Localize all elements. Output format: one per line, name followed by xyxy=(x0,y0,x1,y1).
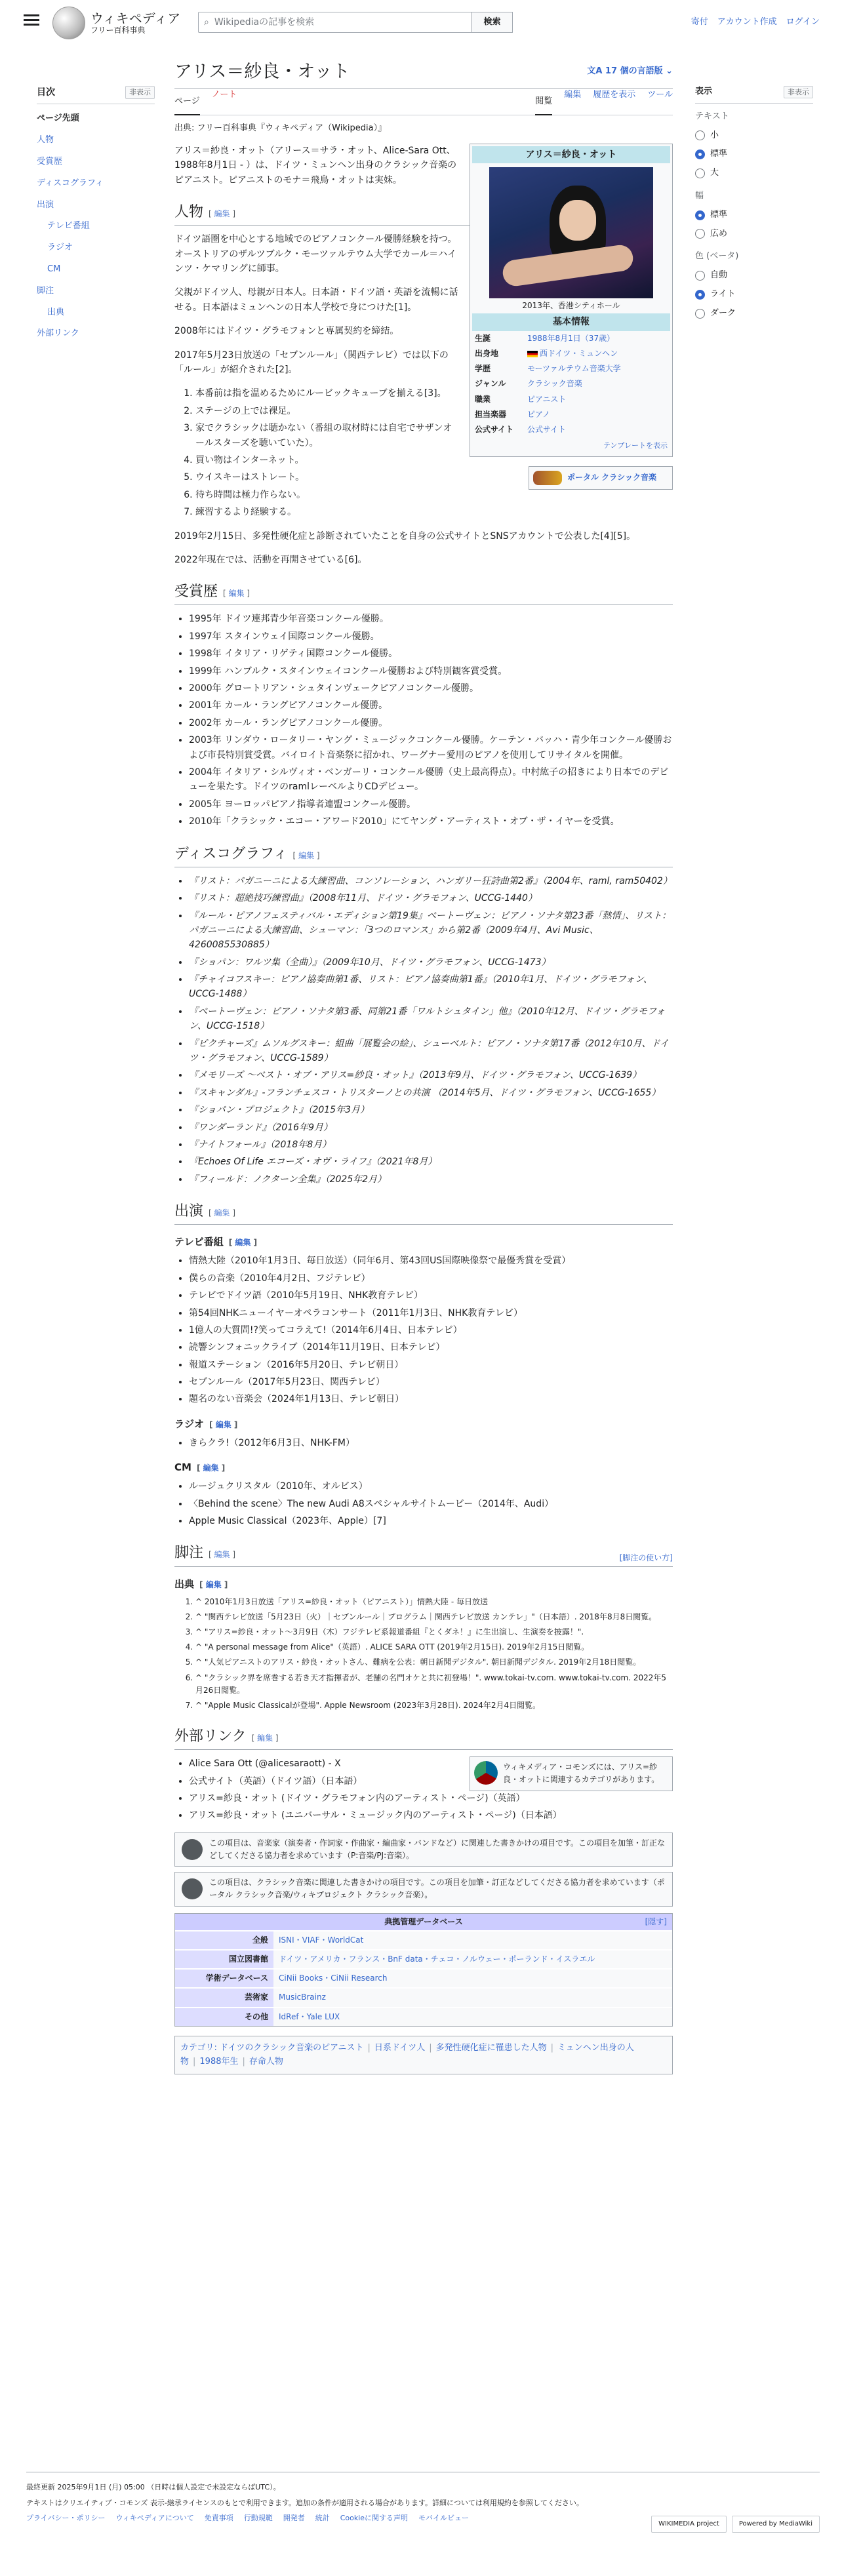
edit-link[interactable]: [ 編集 ] xyxy=(209,209,235,218)
category-links xyxy=(174,2036,673,2075)
category-link[interactable]: 存命人物 xyxy=(249,2056,283,2067)
album-item[interactable]: • 『リスト：超絶技巧練習曲』（2008年11月、ドイツ・グラモフォン、UCCG-1440） xyxy=(189,891,673,905)
stub-notice-classical: この項目は、クラシック音楽に関連した書きかけの項目です。この項目を加筆・訂正などしてくださる協力者を求めています（ポータル クラシック音楽/ウィキプロジェクト クラシック音楽）。 xyxy=(174,1872,673,1906)
commons-text[interactable]: ウィキメディア・コモンズには、アリス=紗良・オットに関連するカテゴリがあります。 xyxy=(503,1762,660,1785)
license-text: テキストはクリエイティブ・コモンズ 表示-継承ライセンスのもとで利用できます。追加の条件が適用される場合があります。詳細については利用規約を参照してください。 xyxy=(26,2498,584,2507)
radio-label: 標準 xyxy=(710,209,728,220)
infobox-value[interactable] xyxy=(525,361,670,376)
tab-page[interactable]: ページ xyxy=(174,95,200,115)
authority-key: 学術データベース xyxy=(175,1969,273,1988)
rule-item: 2. ステージの上では裸足。 xyxy=(195,404,673,418)
categories-label[interactable]: カテゴリ: xyxy=(180,2042,217,2053)
award-item: • 1997年 スタインウェイ国際コンクール優勝。 xyxy=(189,629,673,644)
tv-program-item[interactable]: • 第54回NHKニューイヤーオペラコンサート（2011年1月3日、NHK教育テレビ） xyxy=(189,1306,673,1320)
site-logo[interactable] xyxy=(52,7,180,39)
template-link[interactable]: テンプレートを表示 xyxy=(603,441,668,450)
rule-item: 4. 買い物はインターネット。 xyxy=(195,453,673,467)
wordmark: ウィキペディア xyxy=(90,10,181,26)
infobox-value[interactable] xyxy=(525,407,670,422)
subsection-cm: CM[ 編集 ] xyxy=(174,1459,673,1475)
infobox-row xyxy=(472,361,670,376)
infobox-row xyxy=(472,422,670,437)
subsection-sources: 出典[ 編集 ] xyxy=(174,1576,673,1592)
search-button[interactable]: 検索 xyxy=(472,12,513,33)
portal-box[interactable] xyxy=(529,466,673,490)
subsection-radio: ラジオ[ 編集 ] xyxy=(174,1416,673,1432)
radio-icon[interactable] xyxy=(695,271,705,281)
infobox-value[interactable] xyxy=(525,376,670,391)
album-item[interactable]: • 『フィールド：ノクターン全集』（2025年2月） xyxy=(189,1172,673,1187)
footer-link[interactable]: 免責事項 xyxy=(204,2514,233,2523)
footer-link[interactable]: 統計 xyxy=(315,2514,330,2523)
award-item: • 1998年 イタリア・リゲティ国際コンクール優勝。 xyxy=(189,646,673,661)
language-button[interactable]: 文A 17 個の言語版 ⌄ xyxy=(587,66,673,77)
tab-read[interactable]: 閲覧 xyxy=(535,95,552,115)
donate-link[interactable]: 寄付 xyxy=(691,17,708,27)
external-link-item[interactable]: • アリス=紗良・オット (ドイツ・グラモフォン内のアーティスト・ページ)（英語） xyxy=(189,1791,673,1806)
infobox-key: 担当楽器 xyxy=(475,409,507,419)
infobox-value-text[interactable]: クラシック音楽 xyxy=(527,379,582,389)
text-size-option[interactable] xyxy=(695,164,813,183)
edit-link[interactable]: [ 編集 ] xyxy=(223,589,250,598)
category-link[interactable]: ドイツのクラシック音楽のピアニスト xyxy=(220,2042,364,2053)
album-item[interactable]: • 『メモリーズ 〜ベスト・オブ・アリス=紗良・オット』（2013年9月、ドイツ・グラモフォン、UCCG-1639） xyxy=(189,1068,673,1082)
authority-row xyxy=(175,1931,672,1950)
edit-link[interactable]: [ 編集 ] xyxy=(209,1550,235,1559)
color-label: 色 (ベータ) xyxy=(695,251,739,262)
rule-item: 5. ウイスキーはストレート。 xyxy=(195,470,673,485)
album-item[interactable]: • 『スキャンダル』-フランチェスコ・トリスターノとの共演 （2014年5月、ドイツ・グラモフォン、UCCG-1655） xyxy=(189,1086,673,1100)
cm-item[interactable]: • ルージュクリスタル（2010年、オルビス） xyxy=(189,1479,673,1494)
authority-row xyxy=(175,1969,672,1988)
section-notes: 脚注[ 編集 ] [脚注の使い方] xyxy=(174,1541,673,1566)
width-option[interactable] xyxy=(695,225,813,244)
award-item: • 2002年 カール・ラングピアノコンクール優勝。 xyxy=(189,716,673,730)
album-item[interactable]: • 『ナイトフォール』（2018年8月） xyxy=(189,1138,673,1152)
tv-program-item[interactable]: • 報道ステーション（2016年5月20日、テレビ朝日） xyxy=(189,1358,673,1372)
tv-program-item[interactable]: • 1億人の大質問!?笑ってコラえて!（2014年6月4日、日本テレビ） xyxy=(189,1323,673,1338)
album-item[interactable]: • 『ピクチャーズ』ムソルグスキー：組曲「展覧会の絵」、シューベルト：ピアノ・ソナタ第17番（2012年10月、ドイツ・グラモフォン、UCCG-1589） xyxy=(189,1037,673,1066)
radio-label: 小 xyxy=(710,130,719,140)
user-links xyxy=(691,16,820,30)
external-link-item[interactable]: • 公式サイト（英語）（ドイツ語）（日本語） xyxy=(189,1774,673,1789)
authority-key: 芸術家 xyxy=(175,1988,273,2007)
photo-caption: 2013年、香港シティホール xyxy=(522,301,620,311)
award-item: • 2010年「クラシック・エコー・アワード2010」にてヤング・アーティスト・オブ・ザ・イヤーを受賞。 xyxy=(189,814,673,829)
award-item: • 2005年 ヨーロッパピアノ指導者連盟コンクール優勝。 xyxy=(189,797,673,812)
authority-row xyxy=(175,1950,672,1969)
toc-item[interactable]: ラジオ xyxy=(47,243,73,253)
text-size-option[interactable] xyxy=(695,145,813,164)
person-paragraph: 2022年現在では、活動を再開させている[6]。 xyxy=(174,554,367,565)
radio-program-item[interactable]: • きらクラ!（2012年6月3日、NHK-FM） xyxy=(189,1436,673,1450)
edit-link[interactable]: [ 編集 ] xyxy=(199,1580,228,1589)
radio-label: 大 xyxy=(710,168,719,178)
infobox-value-text[interactable]: 西ドイツ・ミュンヘン xyxy=(540,349,618,359)
radio-icon[interactable] xyxy=(695,210,705,220)
external-link-item[interactable]: • Alice Sara Ott (@alicesaraott) - X xyxy=(189,1756,673,1771)
authority-control xyxy=(174,1913,673,2027)
commons-box xyxy=(470,1756,673,1791)
page-tabs xyxy=(174,89,673,115)
authority-row xyxy=(175,2008,672,2026)
portrait-photo[interactable] xyxy=(489,167,653,298)
category-separator: | xyxy=(242,2056,245,2067)
classical-icon xyxy=(182,1878,203,1899)
search-icon: ⌕ xyxy=(204,16,209,28)
authority-value[interactable]: ドイツ・アメリカ・フランス・BnF data・チェコ・ノルウェー・ポーランド・イスラエル xyxy=(273,1950,672,1969)
authority-value[interactable]: CiNii Books・CiNii Research xyxy=(273,1969,672,1988)
search-input[interactable] xyxy=(198,12,472,33)
authority-key: 全般 xyxy=(175,1931,273,1950)
search-placeholder: Wikipediaの記事を検索 xyxy=(214,16,315,28)
color-option[interactable] xyxy=(695,285,813,304)
section-discography: ディスコグラフィ[ 編集 ] xyxy=(174,842,673,867)
infobox-row xyxy=(472,376,670,391)
award-item: • 2000年 グロートリアン・シュタインヴェークピアノコンクール優勝。 xyxy=(189,681,673,696)
edit-link[interactable]: [ 編集 ] xyxy=(209,1208,235,1218)
tagline: フリー百科事典 xyxy=(90,25,146,35)
mediawiki-logo[interactable]: Powered by MediaWiki xyxy=(732,2516,820,2533)
album-item[interactable]: • 『ベートーヴェン：ピアノ・ソナタ第3番、同第21番「ワルトシュタイン」他』（2010年12月、ドイツ・グラモフォン、UCCG-1518） xyxy=(189,1004,673,1034)
create-account-link[interactable]: アカウント作成 xyxy=(717,17,777,27)
category-separator: | xyxy=(367,2042,371,2053)
appearance-title: 表示 xyxy=(695,87,713,96)
infobox-row xyxy=(472,392,670,407)
infobox-value-text[interactable]: モーツァルテウム音楽大学 xyxy=(527,364,621,374)
tab-history[interactable]: 履歴を表示 xyxy=(593,90,636,100)
footer-link[interactable]: モバイルビュー xyxy=(418,2514,470,2523)
toc-item[interactable]: 脚注 xyxy=(37,285,54,296)
authority-hide[interactable]: [隠す] xyxy=(645,1916,667,1926)
radio-label: 標準 xyxy=(710,149,728,159)
category-link[interactable]: 日系ドイツ人 xyxy=(374,2042,426,2053)
radio-icon[interactable] xyxy=(695,168,705,178)
tab-edit[interactable]: 編集 xyxy=(564,90,582,100)
cm-item[interactable]: • Apple Music Classical（2023年、Apple）[7] xyxy=(189,1514,673,1528)
tv-program-item[interactable]: • セブンルール（2017年5月23日、関西テレビ） xyxy=(189,1375,673,1389)
infobox-value-text[interactable]: 公式サイト xyxy=(527,424,567,434)
login-link[interactable]: ログイン xyxy=(786,17,820,27)
section-person: 人物[ 編集 ] xyxy=(174,201,673,226)
radio-icon[interactable] xyxy=(695,149,705,159)
authority-value[interactable]: ISNI・VIAF・WorldCat xyxy=(273,1931,672,1950)
cm-item[interactable]: • 〈Behind the scene〉The new Audi A8スペシャルサイトムービー（2014年、Audi） xyxy=(189,1497,673,1511)
footer-link[interactable]: プライバシー・ポリシー xyxy=(26,2514,106,2523)
award-item: • 2003年 リンダウ・ロータリー・ヤング・ミュージックコンクール優勝。ケーテン・バッハ・青少年コンクール優勝および市長特別賞受賞。バイロイト音楽祭に招かれ、ワーグナー愛用のピアノを使用してリサイタルを開催。 xyxy=(189,733,673,763)
infobox-value-text[interactable]: ピアニスト xyxy=(527,394,567,404)
wikipedia-globe-icon xyxy=(52,7,85,39)
rule-item: 6. 待ち時間は極力作らない。 xyxy=(195,488,673,502)
infobox-value[interactable] xyxy=(525,422,670,437)
main-menu-icon[interactable] xyxy=(24,14,39,26)
category-separator: | xyxy=(193,2056,196,2067)
infobox-key: 出身地 xyxy=(475,349,499,359)
radio-icon[interactable] xyxy=(695,290,705,300)
radio-label: 自動 xyxy=(710,270,728,281)
toc-item[interactable]: 出演 xyxy=(37,199,54,210)
award-item: • 1999年 ハンブルク・スタインウェイコンクール優勝および特別観客賞受賞。 xyxy=(189,664,673,679)
category-separator: | xyxy=(429,2042,432,2053)
toc-item[interactable]: CM xyxy=(47,264,61,274)
appearance-panel xyxy=(695,85,813,323)
tv-program-item[interactable]: • テレビでドイツ語（2010年5月19日、NHK教育テレビ） xyxy=(189,1288,673,1303)
infobox-value[interactable] xyxy=(525,392,670,407)
edit-link[interactable]: [ 編集 ] xyxy=(252,1734,279,1743)
infobox-key: 生誕 xyxy=(475,333,491,343)
toc-hide-button[interactable]: 非表示 xyxy=(125,86,155,99)
edit-link[interactable]: [ 編集 ] xyxy=(197,1463,225,1473)
authority-title: 典拠管理データベース xyxy=(384,1916,463,1926)
intro-paragraph: アリス＝紗良・オット（アリース＝サラ・オット、Alice-Sara Ott、1988年8月1日 - ）は、ドイツ・ミュンヘン出身のクラシック音楽のピアニスト。ピアニストのモナ＝飛鳥・オットは実妹。 xyxy=(174,145,457,186)
infobox-key: 公式サイト xyxy=(475,424,514,434)
edit-link[interactable]: [ 編集 ] xyxy=(209,1420,237,1429)
infobox-value-text[interactable]: ピアノ xyxy=(527,409,551,419)
category-link[interactable]: ミュンヘン出身の人物 xyxy=(180,2042,634,2067)
footer xyxy=(26,2472,820,2527)
infobox-key: 学歴 xyxy=(475,364,491,374)
wikimedia-logo[interactable]: WIKIMEDIA project xyxy=(651,2516,727,2533)
radio-icon[interactable] xyxy=(695,130,705,140)
footer-link[interactable]: ウィキペディアについて xyxy=(115,2514,194,2523)
external-link-item[interactable]: • アリス=紗良・オット (ユニバーサル・ミュージック内のアーティスト・ページ)（日本語） xyxy=(189,1808,673,1823)
footer-link[interactable]: Cookieに関する声明 xyxy=(340,2514,409,2523)
section-awards: 受賞歴[ 編集 ] xyxy=(174,580,673,605)
authority-key: その他 xyxy=(175,2008,273,2026)
infobox-row xyxy=(472,331,670,346)
tv-program-item[interactable]: • 情熱大陸（2010年1月3日、毎日放送）（同年6月、第43回US国際映像祭で最優秀賞を受賞） xyxy=(189,1254,673,1268)
tv-program-item[interactable]: • 題名のない音楽会（2024年1月13日、テレビ朝日） xyxy=(189,1392,673,1406)
tv-program-item[interactable]: • 僕らの音楽（2010年4月2日、フジテレビ） xyxy=(189,1271,673,1286)
text-size-option[interactable] xyxy=(695,127,813,146)
award-item: • 2001年 カール・ラングピアノコンクール優勝。 xyxy=(189,698,673,713)
footnote-help-link[interactable]: [脚注の使い方] xyxy=(619,1553,673,1563)
table-of-contents xyxy=(37,85,155,345)
color-option[interactable] xyxy=(695,266,813,285)
musician-icon xyxy=(182,1839,203,1860)
album-item[interactable]: • 『Echoes Of Life エコーズ・オヴ・ライフ』（2021年8月） xyxy=(189,1155,673,1169)
edit-link[interactable]: [ 編集 ] xyxy=(292,851,319,860)
radio-icon[interactable] xyxy=(695,309,705,319)
authority-value[interactable]: MusicBrainz xyxy=(273,1988,672,2007)
person-paragraph: ドイツ語圏を中心とする地域でのピアノコンクール優勝経験を持つ。オーストリアのザルツブルク・モーツァルテウム大学でカール＝ハインツ・ケマリングに師事。 xyxy=(174,234,457,275)
stub-notice-music: この項目は、音楽家（演奏者・作詞家・作曲家・編曲家・バンドなど）に関連した書きかけの項目です。この項目を加筆・訂正などしてくださる協力者を求めています（P:音楽/PJ:音楽）。 xyxy=(174,1833,673,1867)
rule-item: 7. 練習するより経験する。 xyxy=(195,505,673,519)
commons-icon xyxy=(474,1761,498,1785)
rule-item: 3. 家でクラシックは聴かない（番組の取材時には自宅でサザンオールスターズを聴いていた）。 xyxy=(195,421,673,450)
rule-item: 1. 本番前は指を温めるためにルービックキューブを揃える[3]。 xyxy=(195,386,673,401)
footer-link[interactable]: 行動規範 xyxy=(243,2514,273,2523)
reference-item[interactable]: 3. ^ "アリス=紗良・オット〜3月9日（木）フジテレビ系報道番組『とくダネ！』に生出演し、生演奏を披露！". xyxy=(195,1626,673,1638)
infobox-value-text[interactable]: 1988年8月1日（37歳） xyxy=(527,333,615,343)
search-form xyxy=(198,12,513,33)
tv-program-item[interactable]: • 読響シンフォニックライブ（2014年11月19日、日本テレビ） xyxy=(189,1340,673,1355)
radio-icon[interactable] xyxy=(695,229,705,239)
appearance-hide-button[interactable]: 非表示 xyxy=(784,86,813,99)
reference-item[interactable]: 4. ^ "A personal message from Alice"（英語）. ALICE SARA OTT (2019年2月15日). 2019年2月15日閲覧。 xyxy=(195,1641,673,1654)
reference-item[interactable]: 7. ^ "Apple Music Classicalが登場". Apple Newsroom (2023年3月28日). 2024年2月4日閲覧。 xyxy=(195,1699,673,1712)
width-label: 幅 xyxy=(695,190,704,201)
infobox-section-basic: 基本情報 xyxy=(472,313,670,330)
album-item[interactable]: • 『ワンダーランド』（2016年9月） xyxy=(189,1120,673,1135)
infobox-value[interactable] xyxy=(525,346,670,361)
section-appearances: 出演[ 編集 ] xyxy=(174,1200,673,1225)
section-external-links: 外部リンク[ 編集 ] xyxy=(174,1725,673,1750)
page-title: アリス＝紗良・オット xyxy=(174,62,350,82)
infobox-row xyxy=(472,346,670,361)
album-item[interactable]: • 『チャイコフスキー：ピアノ協奏曲第1番、リスト：ピアノ協奏曲第1番』（2010年1月、ドイツ・グラモフォン、UCCG-1488） xyxy=(189,972,673,1002)
authority-key: 国立図書館 xyxy=(175,1950,273,1969)
from-line: 出典: フリー百科事典『ウィキペディア（Wikipedia）』 xyxy=(174,123,387,134)
category-link[interactable]: 1988年生 xyxy=(199,2056,239,2067)
album-item[interactable]: • 『ショパン：ワルツ集（全曲）』（2009年10月、ドイツ・グラモフォン、UCCG-1473） xyxy=(189,955,673,970)
album-item[interactable]: • 『ルール・ピアノフェスティバル・エディション第19集』ベートーヴェン：ピアノ・ソナタ第23番「熱情」、リスト：パガニーニによる大練習曲、シューマン：「3つのロマンス」から第2番（2009年4月、Avi Music、4260085530885） xyxy=(189,909,673,953)
person-paragraph: 2017年5月23日放送の「セブンルール」（関西テレビ）では以下の「ルール」が紹介された[2]。 xyxy=(174,349,449,375)
album-item[interactable]: • 『リスト：パガニーニによる大練習曲、コンソレーション、ハンガリー狂詩曲第2番』（2004年、raml, ram50402） xyxy=(189,874,673,888)
infobox-title: アリス＝紗良・オット xyxy=(472,146,670,163)
reference-item[interactable]: 6. ^ "クラシック界を席巻する若き天才指揮者が、老舗の名門オケと共に初登場！". www.tokai-tv.com. www.tokai-tv.com. 2022年5月26日閲覧。 xyxy=(195,1672,673,1697)
west-germany-flag-icon xyxy=(527,351,538,357)
article-body xyxy=(174,144,673,2074)
toc-item[interactable]: ページ先頭 xyxy=(37,113,79,124)
person-paragraph: 父親がドイツ人、母親が日本人。日本語・ドイツ語・英語を流暢に話せる。日本語はミュンヘンの日本人学校で身につけた[1]。 xyxy=(174,287,458,313)
toc-item[interactable]: 受賞歴 xyxy=(37,156,63,167)
reference-item[interactable]: 2. ^ "関西テレビ放送「5月23日（火）｜セブンルール｜プログラム｜関西テレビ放送 カンテレ」"（日本語）. 2018年8月8日閲覧。 xyxy=(195,1611,673,1623)
tab-talk[interactable]: ノート xyxy=(211,90,237,100)
category-link[interactable]: 多発性硬化症に罹患した人物 xyxy=(435,2042,547,2053)
width-option[interactable] xyxy=(695,206,813,225)
tab-tools[interactable]: ツール xyxy=(647,90,673,100)
footer-link[interactable]: 開発者 xyxy=(283,2514,305,2523)
authority-row xyxy=(175,1988,672,2007)
album-item[interactable]: • 『ショパン・プロジェクト』（2015年3月） xyxy=(189,1103,673,1117)
toc-item[interactable]: ディスコグラフィ xyxy=(37,178,104,188)
violin-icon xyxy=(533,471,562,485)
reference-item[interactable]: 1. ^ 2010年1月3日放送「アリス=紗良・オット（ピアニスト）」情熱大陸 - 毎日放送 xyxy=(195,1596,673,1608)
toc-item[interactable]: テレビ番組 xyxy=(47,221,90,231)
infobox-value[interactable] xyxy=(525,331,670,346)
reference-item[interactable]: 5. ^ "人気ピアニストのアリス・紗良・オットさん、難病を公表：朝日新聞デジタル". 朝日新聞デジタル. 2019年2月18日閲覧。 xyxy=(195,1656,673,1669)
edit-link[interactable]: [ 編集 ] xyxy=(229,1238,257,1247)
category-separator: | xyxy=(550,2042,554,2053)
toc-title: 目次 xyxy=(37,87,55,98)
radio-label: ダーク xyxy=(710,307,736,318)
infobox-key: ジャンル xyxy=(475,379,506,389)
infobox-row xyxy=(472,407,670,422)
text-size-label: テキスト xyxy=(695,111,729,121)
color-option[interactable] xyxy=(695,304,813,323)
last-updated: 最終更新 2025年9月1日 (月) 05:00 （日時は個人設定で未設定ならばUTC）。 xyxy=(26,2483,281,2491)
award-item: • 1995年 ドイツ連邦青少年音楽コンクール優勝。 xyxy=(189,612,673,626)
toc-item[interactable]: 出典 xyxy=(47,307,65,317)
person-paragraph: 2019年2月15日、多発性硬化症と診断されていたことを自身の公式サイトとSNSアカウントで公表した[4][5]。 xyxy=(174,530,636,542)
toc-item[interactable]: 人物 xyxy=(37,135,54,146)
site-header xyxy=(0,0,842,46)
radio-label: ライト xyxy=(710,288,736,299)
portal-link[interactable]: ポータル クラシック音楽 xyxy=(567,473,656,483)
infobox-key: 職業 xyxy=(475,394,491,404)
award-item: • 2004年 イタリア・シルヴィオ・ベンガーリ・コンクール優勝（史上最高得点）。中村紘子の招きにより日本でのデビューを果たす。ドイツのramlレーベルよりCDデビュー。 xyxy=(189,765,673,795)
subsection-tv: テレビ番組[ 編集 ] xyxy=(174,1234,673,1250)
person-paragraph: 2008年にはドイツ・グラモフォンと専属契約を締結。 xyxy=(174,326,399,337)
toc-item[interactable]: 外部リンク xyxy=(37,328,79,339)
infobox xyxy=(470,144,673,457)
authority-value[interactable]: IdRef・Yale LUX xyxy=(273,2008,672,2026)
main-content xyxy=(174,58,673,2074)
radio-label: 広め xyxy=(710,228,728,239)
page-title-bar xyxy=(174,58,673,89)
